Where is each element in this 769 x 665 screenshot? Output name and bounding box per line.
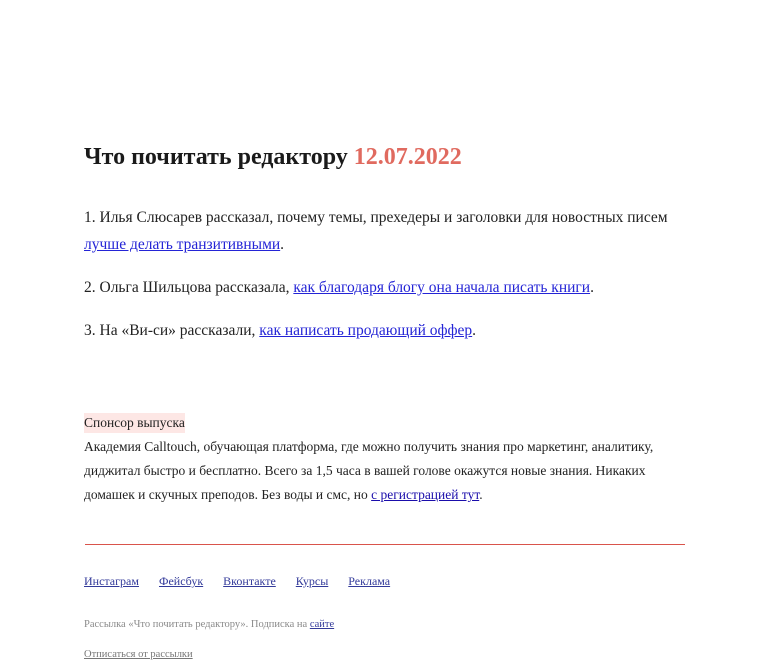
subscription-note: Рассылка «Что почитать редактору». Подписка на сайте: [84, 619, 335, 630]
sponsor-label: Спонсор выпуска: [84, 413, 185, 433]
unsubscribe-link[interactable]: Отписаться от рассылки: [84, 649, 193, 660]
article-list: [84, 204, 685, 360]
list-item: 1. Илья Слюсарев рассказал, почему темы, прехедеры и заголовки для новостных писем лучше делать транзитивными.: [84, 209, 668, 253]
article-link-2[interactable]: как благодаря блогу она начала писать книги: [293, 279, 591, 296]
subscribe-site-link[interactable]: сайте: [309, 619, 335, 630]
list-item: 2. Ольга Шильцова рассказала, как благодаря блогу она начала писать книги.: [84, 279, 594, 296]
article-link-1[interactable]: лучше делать транзитивными: [84, 236, 281, 253]
article-link-3[interactable]: как написать продающий оффер: [259, 322, 473, 339]
facebook-link[interactable]: Фейсбук: [158, 574, 204, 588]
sponsor-text: Академия Calltouch, обучающая платформа, где можно получить знания про маркетинг, аналитику, диджитал быстро и бесплатно. Всего за 1,5 часа в вашей голове окажутся новые знания. Никаких домашек и скучных преподов. Без воды и смс, но с регистрацией тут.: [84, 439, 654, 502]
social-links: [84, 573, 410, 589]
footer-divider: [85, 544, 685, 545]
title-text: Что почитать редактору: [84, 144, 348, 170]
advertising-link[interactable]: Реклама: [348, 574, 391, 588]
issue-date: 12.07.2022: [353, 144, 462, 170]
vkontakte-link[interactable]: Вконтакте: [223, 574, 276, 588]
sponsor-block: [84, 411, 685, 507]
newsletter-title: [84, 142, 462, 172]
list-item: 3. На «Ви-си» рассказали, как написать продающий оффер.: [84, 322, 477, 339]
instagram-link[interactable]: Инстаграм: [84, 574, 139, 588]
courses-link[interactable]: Курсы: [295, 574, 329, 588]
unsubscribe-row: [84, 648, 193, 662]
sponsor-registration-link[interactable]: с регистрацией тут: [371, 487, 480, 502]
